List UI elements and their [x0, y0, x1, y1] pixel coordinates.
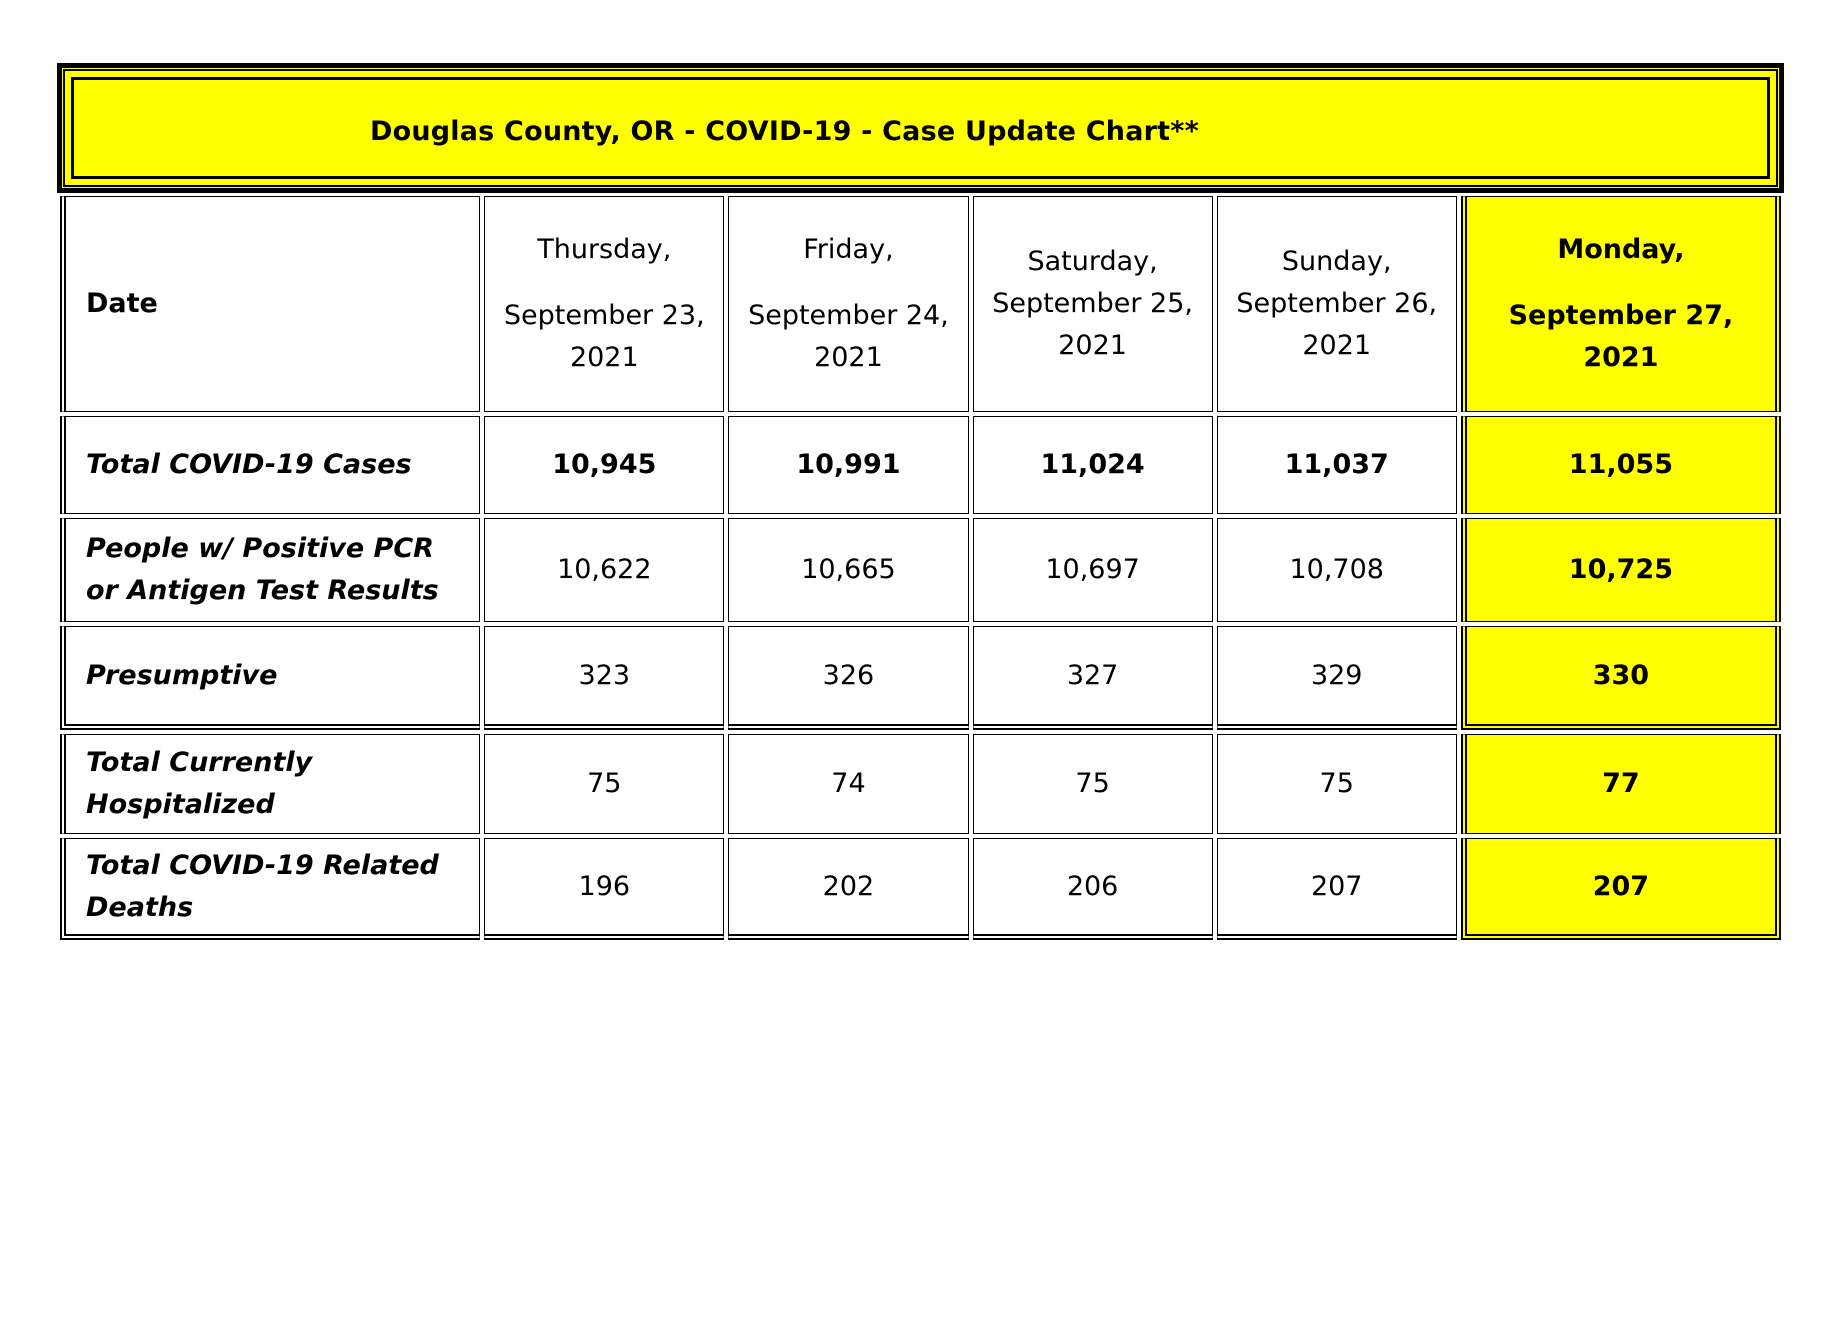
deaths-cell: 196: [484, 838, 724, 940]
day-label: Thursday,: [537, 234, 672, 265]
positive-tests-row: [60, 518, 1781, 622]
presumptive-cell: 327: [973, 626, 1213, 730]
date-label: September 24, 2021: [748, 300, 949, 373]
title-banner: [60, 66, 1781, 190]
positive-tests-cell: 10,665: [728, 518, 968, 622]
total-cases-cell: 10,945: [484, 416, 724, 514]
deaths-cell: 206: [973, 838, 1213, 940]
date-header-fri: [728, 196, 968, 412]
hospitalized-cell: 75: [1217, 734, 1457, 834]
date-label: September 27, 2021: [1508, 300, 1734, 373]
case-table: [56, 192, 1785, 944]
case-update-sheet: [60, 66, 1781, 944]
hospitalized-cell-latest: 77: [1461, 734, 1781, 834]
total-cases-cell: 11,037: [1217, 416, 1457, 514]
presumptive-cell-latest: 330: [1461, 626, 1781, 730]
row-label-deaths: Total COVID-19 Related Deaths: [60, 838, 480, 940]
presumptive-cell: 326: [728, 626, 968, 730]
presumptive-cell: 329: [1217, 626, 1457, 730]
presumptive-cell: 323: [484, 626, 724, 730]
day-label: Friday,: [803, 234, 894, 265]
hospitalized-cell: 75: [484, 734, 724, 834]
total-cases-cell-latest: 11,055: [1461, 416, 1781, 514]
date-header-thu: [484, 196, 724, 412]
deaths-row: [60, 838, 1781, 940]
row-label-total-cases: Total COVID-19 Cases: [60, 416, 480, 514]
positive-tests-cell: 10,708: [1217, 518, 1457, 622]
day-label: Saturday,: [1027, 246, 1158, 277]
hospitalized-row: [60, 734, 1781, 834]
hospitalized-cell: 75: [973, 734, 1213, 834]
positive-tests-cell: 10,697: [973, 518, 1213, 622]
date-label: September 23, 2021: [503, 300, 705, 373]
row-label-date: Date: [60, 196, 480, 412]
total-cases-cell: 11,024: [973, 416, 1213, 514]
date-label: September 25, 2021: [992, 288, 1193, 361]
positive-tests-cell-latest: 10,725: [1461, 518, 1781, 622]
hospitalized-cell: 74: [728, 734, 968, 834]
presumptive-row: [60, 626, 1781, 730]
date-header-sun: [1217, 196, 1457, 412]
date-label: September 26, 2021: [1236, 288, 1438, 361]
deaths-cell-latest: 207: [1461, 838, 1781, 940]
date-header-sat: [973, 196, 1213, 412]
row-label-hospitalized: Total Currently Hospitalized: [60, 734, 480, 834]
total-cases-row: [60, 416, 1781, 514]
deaths-cell: 207: [1217, 838, 1457, 940]
positive-tests-cell: 10,622: [484, 518, 724, 622]
total-cases-cell: 10,991: [728, 416, 968, 514]
page-title: Douglas County, OR - COVID-19 - Case Update Chart**: [370, 116, 1199, 147]
row-label-presumptive: Presumptive: [60, 626, 480, 730]
date-header-mon: [1461, 196, 1781, 412]
deaths-cell: 202: [728, 838, 968, 940]
title-banner-inner: [71, 77, 1770, 179]
date-header-row: [60, 196, 1781, 412]
row-label-positive-tests: People w/ Positive PCR or Antigen Test Results: [60, 518, 480, 622]
day-label: Sunday,: [1281, 246, 1392, 277]
day-label: Monday,: [1557, 234, 1685, 265]
